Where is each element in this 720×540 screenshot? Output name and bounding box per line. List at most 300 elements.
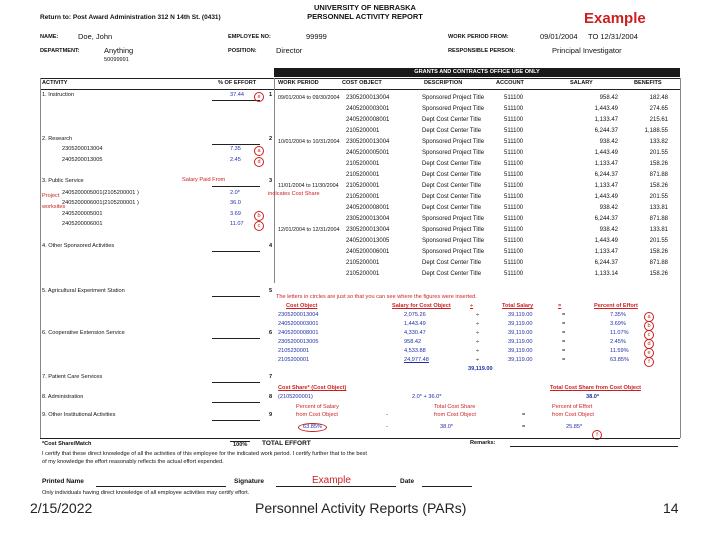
explain-salary: 958.42 (404, 339, 422, 345)
account-cell: 511100 (504, 116, 524, 123)
description-cell: Dept Cost Center Title (422, 259, 482, 266)
signature-line[interactable] (276, 486, 396, 487)
col-benefits: BENEFITS (634, 80, 662, 86)
explain-salary: 4,330.47 (404, 330, 426, 336)
work-period-cell (276, 147, 344, 158)
final-result: 25.85* (566, 424, 583, 430)
circle-letter-icon: c (254, 221, 264, 231)
activity-effort-value: 36.0 (230, 200, 241, 206)
certify-line-1: I certify that these direct knowledge of all the activities of this employee for the indicated work period. I certify further that to the best (42, 451, 367, 457)
benefits-cell: 158.26 (649, 270, 668, 277)
explain-divide: ÷ (476, 339, 480, 345)
activity-label: 3. Public Service (42, 178, 84, 184)
final-cs: 38.0* (440, 424, 454, 430)
activity-row (40, 178, 274, 187)
salary-cell: 6,244.37 (594, 127, 618, 134)
cost-object-cell: 2305200013004 (346, 94, 390, 101)
explain-total: 39,119.00 (468, 366, 493, 372)
benefits-cell: 201.55 (649, 149, 668, 156)
effort-input-line[interactable] (212, 402, 260, 403)
activity-subrow (40, 157, 274, 166)
cs-header-right: Total Cost Share from Cost Object (550, 385, 641, 391)
salary-cell: 938.42 (599, 204, 618, 211)
column-header-row (40, 78, 680, 90)
explain-header-row (276, 303, 680, 312)
office-row (276, 125, 670, 136)
salary-cell: 938.42 (599, 138, 618, 145)
work-period-cell (276, 169, 344, 180)
activity-subrow (40, 190, 274, 199)
slide-page-number: 14 (663, 500, 679, 516)
explain-header-cell: = (558, 303, 562, 309)
description-cell: Sponsored Project Title (422, 105, 485, 112)
account-cell: 511100 (504, 215, 524, 222)
equals-sign: = (522, 412, 526, 418)
slide-title: Personnel Activity Reports (PARs) (255, 500, 467, 516)
cs-object: (2105200001) (278, 394, 313, 400)
activity-number: 6 (269, 330, 273, 336)
activity-subrow (40, 211, 274, 220)
description-cell: Dept Cost Center Title (422, 127, 482, 134)
from-cost-object-label: from Cost Object (296, 412, 338, 418)
explain-cost-object: 2105200001 (278, 357, 310, 363)
account-cell: 511100 (504, 138, 524, 145)
table-left-border (40, 78, 41, 438)
explain-cost-object: 2105230001 (278, 348, 310, 354)
activity-label: 2405200005001 (62, 211, 103, 217)
col-work-period: WORK PERIOD (278, 80, 319, 86)
description-cell: Sponsored Project Title (422, 94, 485, 101)
office-row (276, 103, 670, 114)
department-code: 50099991 (104, 57, 129, 63)
explain-header-cell: Cost Object (286, 303, 318, 309)
total-effort-label: TOTAL EFFORT (262, 440, 311, 447)
account-cell: 511100 (504, 94, 524, 101)
report-title: PERSONNEL ACTIVITY REPORT (307, 12, 423, 21)
explain-total-salary: 39,119.00 (508, 312, 533, 318)
col-account: ACCOUNT (496, 80, 524, 86)
date-label: Date (400, 478, 415, 485)
office-row (276, 92, 670, 103)
salary-cell: 1,443.49 (594, 237, 618, 244)
explain-total-salary: 39,119.00 (508, 330, 533, 336)
minus-sign-2: - (386, 424, 388, 430)
activity-row (40, 374, 274, 383)
description-cell: Sponsored Project Title (422, 226, 485, 233)
description-cell: Dept Cost Center Title (422, 160, 482, 167)
benefits-cell: 1,188.55 (644, 127, 668, 134)
name-value: Doe, John (78, 32, 113, 41)
activity-row (40, 412, 274, 421)
explain-cost-object: 2305200013005 (278, 339, 319, 345)
explain-equals: = (562, 312, 566, 318)
explain-divide: ÷ (476, 321, 480, 327)
cost-object-cell: 2105200001 (346, 171, 380, 178)
explain-total-row (276, 366, 680, 375)
slide-date: 2/15/2022 (30, 500, 93, 516)
office-row (276, 147, 670, 158)
effort-input-line[interactable] (212, 100, 260, 101)
explain-percent: 11.59% (610, 348, 629, 354)
work-period-cell (276, 158, 344, 169)
explain-equals: = (562, 330, 566, 336)
worksites-note: worksites (42, 204, 66, 210)
circle-letter-icon: b (254, 211, 264, 221)
office-row (276, 235, 670, 246)
circle-f-icon: f (592, 430, 602, 440)
account-cell: 511100 (504, 259, 524, 266)
description-cell: Dept Cost Center Title (422, 193, 482, 200)
cs-header-left: Cost Share* (Cost Object) (278, 385, 347, 391)
cost-object-cell: 2405200006001 (346, 248, 390, 255)
office-use-bar: GRANTS AND CONTRACTS OFFICE USE ONLY (274, 68, 680, 77)
cost-object-cell: 2405200008001 (346, 116, 390, 123)
benefits-cell: 133.81 (649, 204, 668, 211)
project-note: Project (42, 193, 60, 199)
explain-rows (276, 312, 680, 366)
description-cell: Sponsored Project Title (422, 215, 485, 222)
responsible-label: RESPONSIBLE PERSON: (448, 48, 516, 54)
benefits-cell: 133.81 (649, 226, 668, 233)
name-label: NAME: (40, 34, 59, 40)
minus-sign: - (386, 412, 388, 418)
position-value: Director (276, 46, 303, 55)
account-cell: 511100 (504, 226, 524, 233)
activity-row (40, 136, 274, 145)
total-cs-label: Total Cost Share (434, 404, 476, 410)
benefits-cell: 158.26 (649, 248, 668, 255)
description-cell: Dept Cost Center Title (422, 182, 482, 189)
col-activity: ACTIVITY (42, 80, 68, 86)
office-row (276, 180, 670, 191)
activity-number: 1 (269, 92, 273, 98)
col-salary: SALARY (570, 80, 593, 86)
office-row (276, 268, 670, 279)
activity-number: 8 (269, 394, 273, 400)
account-cell: 511100 (504, 171, 524, 178)
activity-number: 2 (269, 136, 273, 142)
activity-effort-value: 2.45 (230, 157, 241, 163)
return-to-address: Return to: Post Award Administration 312 N 14th St. (0431) (40, 14, 221, 21)
from-cost-object-label-3: from Cost Object (552, 412, 594, 418)
salary-cell: 1,133.47 (594, 160, 618, 167)
cs-calc: 2.0* + 36.0* (412, 394, 442, 400)
explain-row (276, 312, 680, 321)
salary-cell: 1,133.47 (594, 116, 618, 123)
cost-object-cell: 2105200001 (346, 259, 380, 266)
example-heading: Example (584, 10, 646, 27)
benefits-cell: 274.65 (649, 105, 668, 112)
salary-cell: 6,244.37 (594, 215, 618, 222)
benefits-cell: 133.82 (649, 138, 668, 145)
work-period-cell: 10/01/2004 to 10/31/2004 (278, 138, 340, 145)
office-row (276, 169, 670, 180)
cost-share-note: indicates Cost Share (268, 191, 320, 197)
description-cell: Sponsored Project Title (422, 237, 485, 244)
explain-total-salary: 39,119.00 (508, 339, 533, 345)
explain-salary: 4,533.88 (404, 348, 426, 354)
activity-number: 3 (269, 178, 273, 184)
department-label: DEPARTMENT: (40, 48, 80, 54)
work-period-cell (276, 202, 344, 213)
pct-salary-label: Percent of Salary (296, 404, 339, 410)
salary-cell: 1,443.49 (594, 193, 618, 200)
activity-effort-value: 2.0* (230, 190, 240, 196)
description-cell: Sponsored Project Title (422, 149, 485, 156)
activity-label: 2. Research (42, 136, 73, 142)
office-row (276, 114, 670, 125)
activity-label: 2405200006001(2105200001 ) (62, 200, 139, 206)
explain-row (276, 348, 680, 357)
salary-cell: 958.42 (599, 94, 618, 101)
activity-subrow (40, 200, 274, 209)
pct-effort-label: Percent of Effort (552, 404, 593, 410)
office-row (276, 202, 670, 213)
activity-number: 5 (269, 288, 273, 294)
cost-share-match-label: *Cost Share/Match (42, 441, 92, 447)
activity-effort-value: 37.44 (230, 92, 244, 98)
certify-line-2: of my knowledge the effort reasonably reflects the actual effort expended. (42, 459, 224, 465)
activity-label: 2405200005001(2105200001 ) (62, 190, 139, 196)
effort-input-line[interactable] (212, 296, 260, 297)
work-period-cell (276, 125, 344, 136)
explain-row (276, 330, 680, 339)
explain-table (276, 303, 680, 375)
activity-row (40, 243, 274, 252)
activity-effort-value: 11.07 (230, 221, 244, 227)
benefits-cell: 201.55 (649, 193, 668, 200)
explain-divide: ÷ (476, 348, 480, 354)
salary-cell: 1,133.14 (594, 270, 618, 277)
col-pct-effort: % OF EFFORT (218, 80, 257, 86)
circle-letter-icon: d (254, 157, 264, 167)
university-name: UNIVERSITY OF NEBRASKA (314, 3, 416, 12)
cost-object-cell: 2405200008001 (346, 204, 390, 211)
activity-label: 6. Cooperative Extension Service (42, 330, 125, 336)
cost-object-cell: 2105200001 (346, 160, 380, 167)
salary-paid-from-note: Salary Paid From (182, 177, 226, 183)
explain-total-salary: 39,119.00 (508, 321, 533, 327)
office-row (276, 246, 670, 257)
work-period-label: WORK PERIOD FROM: (448, 34, 509, 40)
circle-letter-icon: e (254, 92, 264, 102)
activity-label: 7. Patient Care Services (42, 374, 103, 380)
explain-total-salary: 39,119.00 (508, 357, 533, 363)
explain-row (276, 321, 680, 330)
cost-object-cell: 2305200013004 (346, 226, 390, 233)
account-cell: 511100 (504, 204, 524, 211)
explain-percent: 3.69% (610, 321, 626, 327)
salary-cell: 1,443.49 (594, 149, 618, 156)
benefits-cell: 871.88 (649, 215, 668, 222)
account-cell: 511100 (504, 149, 524, 156)
employee-no-value: 99999 (306, 32, 327, 41)
work-period-cell (276, 268, 344, 279)
work-period-cell: 09/01/2004 to 09/30/2004 (278, 94, 340, 101)
cost-object-cell: 2305200013004 (346, 138, 390, 145)
table-right-border (680, 78, 681, 438)
benefits-cell: 871.88 (649, 259, 668, 266)
benefits-cell: 201.55 (649, 237, 668, 244)
explain-salary: 2,075.26 (404, 312, 426, 318)
activity-label: 9. Other Institutional Activities (42, 412, 116, 418)
activity-label: 2405200013005 (62, 157, 103, 163)
salary-cell: 1,133.47 (594, 182, 618, 189)
explain-percent: 2.45% (610, 339, 626, 345)
activity-effort-value: 3.69 (230, 211, 241, 217)
activity-subrow (40, 221, 274, 230)
cost-object-cell: 2105200001 (346, 182, 380, 189)
salary-cell: 1,443.49 (594, 105, 618, 112)
work-period-cell (276, 257, 344, 268)
signature-example: Example (312, 475, 351, 486)
work-period-cell (276, 103, 344, 114)
benefits-cell: 182.48 (649, 94, 668, 101)
activity-effort-value: 7.35 (230, 146, 241, 152)
activity-row (40, 92, 274, 101)
bottom-rule (40, 438, 680, 439)
activity-number: 9 (269, 412, 273, 418)
explain-divide: ÷ (476, 312, 480, 318)
salary-cell: 938.42 (599, 226, 618, 233)
description-cell: Dept Cost Center Title (422, 171, 482, 178)
col-cost-object: COST OBJECT (342, 80, 382, 86)
cost-object-cell: 2405200013005 (346, 237, 390, 244)
cost-object-cell: 2105200001 (346, 193, 380, 200)
cost-object-cell: 2305200013004 (346, 215, 390, 222)
activity-number: 4 (269, 243, 273, 249)
explain-divide: ÷ (476, 330, 480, 336)
office-divider (274, 78, 275, 283)
explain-row (276, 339, 680, 348)
cost-object-cell: 2105200001 (346, 127, 380, 134)
effort-input-line[interactable] (212, 186, 260, 187)
account-cell: 511100 (504, 127, 524, 134)
salary-cell: 6,244.37 (594, 259, 618, 266)
circle-letter-icon: e (644, 348, 654, 358)
circle-letter-icon: a (644, 312, 654, 322)
office-row (276, 257, 670, 268)
activity-label: 1. Instruction (42, 92, 75, 98)
work-period-cell (276, 246, 344, 257)
effort-input-line[interactable] (212, 382, 260, 383)
activity-number: 7 (269, 374, 273, 380)
explain-salary: 24,977.48 (404, 357, 429, 363)
account-cell: 511100 (504, 105, 524, 112)
explain-equals: = (562, 339, 566, 345)
activity-label: 4. Other Sponsored Activities (42, 243, 115, 249)
explain-percent: 63.85% (610, 357, 629, 363)
description-cell: Dept Cost Center Title (422, 204, 482, 211)
activity-row (40, 330, 274, 339)
position-label: POSITION: (228, 48, 257, 54)
explain-salary: 1,443.49 (404, 321, 426, 327)
account-cell: 511100 (504, 182, 524, 189)
department-value: Anything (104, 46, 134, 55)
activity-row (40, 394, 274, 403)
account-cell: 511100 (504, 237, 524, 244)
activity-label: 2305200013004 (62, 146, 103, 152)
remarks-label: Remarks: (470, 440, 496, 446)
activity-row (40, 288, 274, 297)
certify-footnote: Only individuals having direct knowledge of all employee activities may certify effort. (42, 490, 250, 496)
work-period-cell: 12/01/2004 to 12/31/2004 (278, 226, 340, 233)
work-period-from: 09/01/2004 (540, 32, 578, 41)
activity-label: 8. Administration (42, 394, 84, 400)
activity-subrow (40, 146, 274, 155)
description-cell: Dept Cost Center Title (422, 270, 482, 277)
remarks-line[interactable] (510, 446, 678, 447)
circle-letter-icon: b (644, 321, 654, 331)
office-row (276, 191, 670, 202)
description-cell: Sponsored Project Title (422, 138, 485, 145)
explain-note: The letters in circles are just so that you can see where the figures were inserted. (276, 294, 477, 300)
explain-header-cell: Total Salary (502, 303, 534, 309)
date-line[interactable] (422, 486, 472, 487)
effort-input-line[interactable] (212, 338, 260, 339)
cost-object-cell: 2105200001 (346, 270, 380, 277)
cs-total: 38.0* (586, 394, 600, 400)
col-description: DESCRIPTION (424, 80, 463, 86)
from-cost-object-label-2: from Cost Object (434, 412, 476, 418)
explain-percent: 7.35% (610, 312, 626, 318)
responsible-value: Principal Investigator (552, 46, 622, 55)
benefits-cell: 158.26 (649, 160, 668, 167)
work-period-cell: 11/01/2004 to 11/30/2004 (278, 182, 339, 189)
final-pct: 63.85% (298, 423, 327, 432)
benefits-cell: 158.26 (649, 182, 668, 189)
explain-total-salary: 39,119.00 (508, 348, 533, 354)
work-period-cell (276, 235, 344, 246)
benefits-cell: 871.88 (649, 171, 668, 178)
printed-name-label: Printed Name (42, 478, 84, 485)
total-pct: 100% (230, 441, 250, 449)
explain-cost-object: 2405200008001 (278, 330, 319, 336)
work-period-cell (276, 191, 344, 202)
explain-equals: = (562, 321, 566, 327)
office-row (276, 158, 670, 169)
explain-equals: = (562, 348, 566, 354)
salary-cell: 1,133.47 (594, 248, 618, 255)
account-cell: 511100 (504, 270, 524, 277)
description-cell: Sponsored Project Title (422, 248, 485, 255)
cost-object-cell: 2405200003001 (346, 105, 390, 112)
explain-row (276, 357, 680, 366)
explain-equals: = (562, 357, 566, 363)
effort-input-line[interactable] (212, 251, 260, 252)
office-row (276, 224, 670, 235)
work-period-cell (276, 114, 344, 125)
salary-cell: 6,244.37 (594, 171, 618, 178)
effort-input-line[interactable] (212, 144, 260, 145)
explain-percent: 11.07% (610, 330, 629, 336)
circle-letter-icon: d (644, 339, 654, 349)
explain-divide: ÷ (476, 357, 480, 363)
account-cell: 511100 (504, 248, 524, 255)
employee-no-label: EMPLOYEE NO: (228, 34, 271, 40)
account-cell: 511100 (504, 193, 524, 200)
effort-input-line[interactable] (212, 420, 260, 421)
explain-cost-object: 2305200013004 (278, 312, 319, 318)
office-row (276, 136, 670, 147)
explain-header-cell: Percent of Effort (594, 303, 638, 309)
explain-cost-object: 2405200003001 (278, 321, 319, 327)
description-cell: Dept Cost Center Title (422, 116, 482, 123)
printed-name-line[interactable] (96, 486, 226, 487)
office-row (276, 213, 670, 224)
benefits-cell: 215.61 (649, 116, 668, 123)
work-period-to: TO 12/31/2004 (588, 32, 638, 41)
